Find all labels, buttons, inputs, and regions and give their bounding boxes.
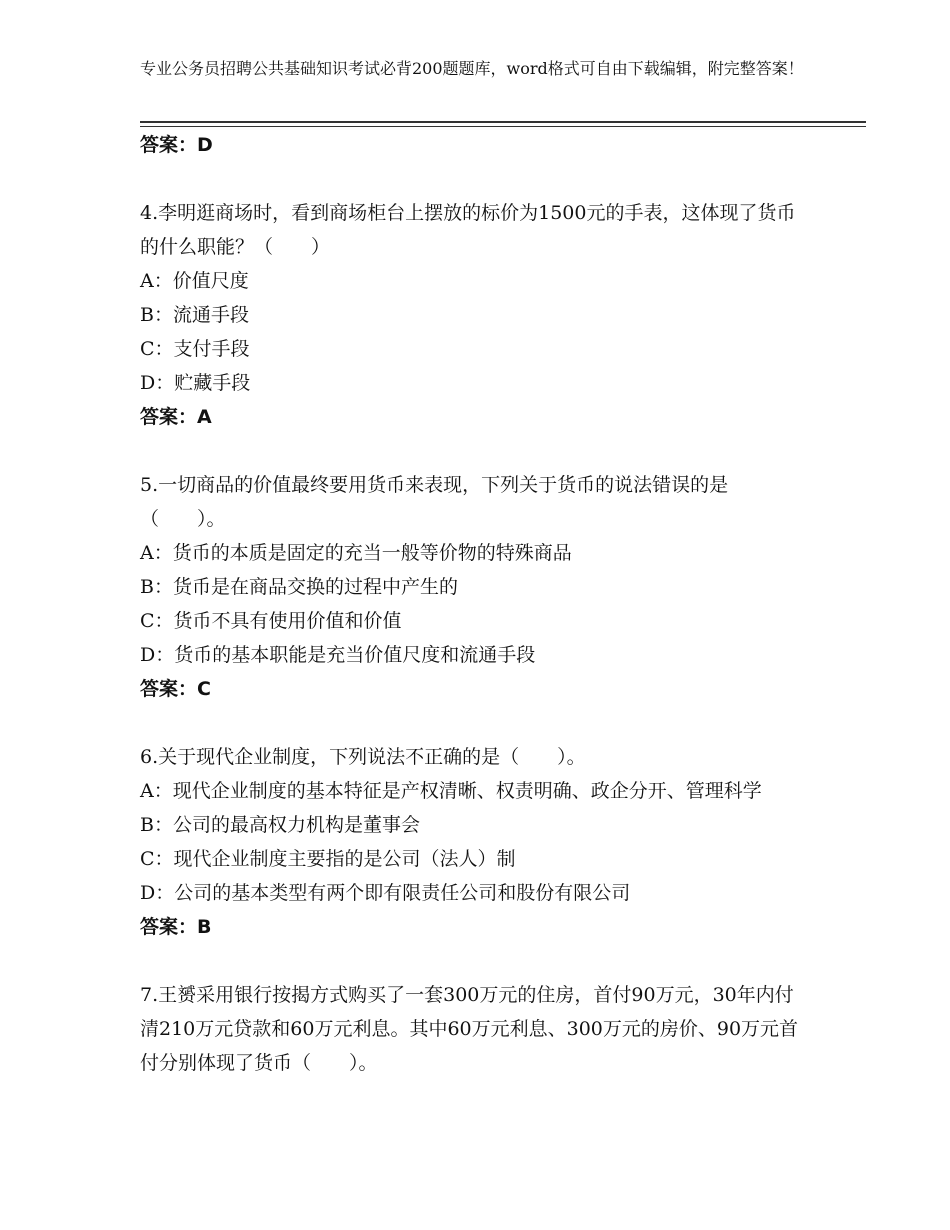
document-body xyxy=(140,126,810,1080)
option-b: B：公司的最高权力机构是董事会 xyxy=(140,814,420,836)
question-5 xyxy=(140,468,810,706)
option-d: D：贮藏手段 xyxy=(140,372,251,394)
option-c: C：货币不具有使用价值和价值 xyxy=(140,610,402,632)
option-c: C：支付手段 xyxy=(140,338,250,360)
question-stem: 5.一切商品的价值最终要用货币来表现，下列关于货币的说法错误的是（ ）。 xyxy=(140,474,729,530)
answer: 答案：A xyxy=(140,406,212,428)
answer: 答案：B xyxy=(140,916,212,938)
answer: 答案：C xyxy=(140,678,211,700)
option-d: D：货币的基本职能是充当价值尺度和流通手段 xyxy=(140,644,536,666)
option-b: B：流通手段 xyxy=(140,304,249,326)
document-header: 专业公务员招聘公共基础知识考试必背200题题库，word格式可自由下载编辑，附完整答案！ xyxy=(140,59,804,78)
option-d: D：公司的基本类型有两个即有限责任公司和股份有限公司 xyxy=(140,882,631,904)
option-b: B：货币是在商品交换的过程中产生的 xyxy=(140,576,458,598)
answer-prev-question: 答案：D xyxy=(140,134,213,156)
question-stem: 4.李明逛商场时，看到商场柜台上摆放的标价为1500元的手表，这体现了货币的什么职能？（ ） xyxy=(140,202,796,258)
header-divider xyxy=(140,121,866,123)
option-c: C：现代企业制度主要指的是公司（法人）制 xyxy=(140,848,516,870)
question-7 xyxy=(140,978,810,1080)
option-a: A：货币的本质是固定的充当一般等价物的特殊商品 xyxy=(140,542,572,564)
option-a: A：现代企业制度的基本特征是产权清晰、权责明确、政企分开、管理科学 xyxy=(140,780,762,802)
option-a: A：价值尺度 xyxy=(140,270,249,292)
question-4 xyxy=(140,196,810,434)
question-6 xyxy=(140,740,810,944)
question-stem: 6.关于现代企业制度，下列说法不正确的是（ ）。 xyxy=(140,746,586,768)
question-stem: 7.王赟采用银行按揭方式购买了一套300万元的住房，首付90万元，30年内付清210万元贷款和60万元利息。其中60万元利息、300万元的房价、90万元首付分别体现了货币（ ）。 xyxy=(140,984,799,1074)
